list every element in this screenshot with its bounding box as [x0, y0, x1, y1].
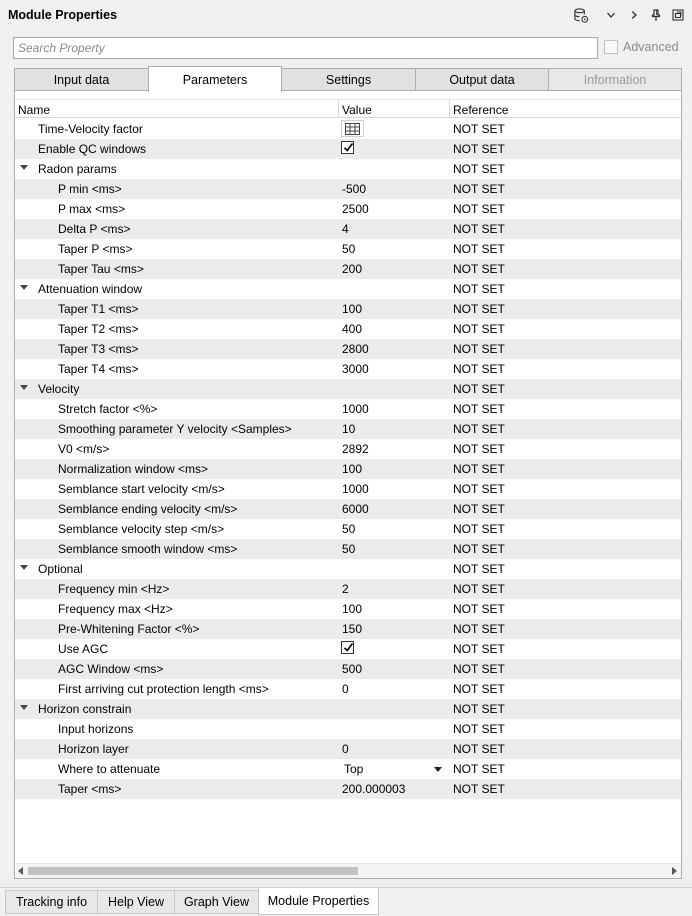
property-name: Taper T4 <ms>: [58, 362, 139, 376]
property-name: AGC Window <ms>: [58, 662, 164, 676]
tab-module-properties[interactable]: Module Properties: [258, 888, 379, 915]
scroll-right-arrow-icon[interactable]: [672, 867, 677, 875]
property-row[interactable]: [15, 419, 681, 439]
property-name: Input horizons: [58, 722, 134, 736]
value-field[interactable]: 200.000003: [342, 782, 406, 796]
property-name: Where to attenuate: [58, 762, 161, 776]
database-settings-icon[interactable]: [573, 6, 589, 24]
tab-parameters[interactable]: Parameters: [148, 66, 282, 92]
value-field[interactable]: 1000: [342, 402, 369, 416]
group-row[interactable]: [15, 279, 681, 299]
value-checkbox[interactable]: [341, 141, 354, 154]
value-field[interactable]: 1000: [342, 482, 369, 496]
reference-value[interactable]: NOT SET: [453, 462, 505, 476]
tab-input-data[interactable]: Input data: [14, 68, 149, 91]
reference-value[interactable]: NOT SET: [453, 782, 505, 796]
expand-arrow-icon[interactable]: [20, 385, 28, 390]
property-name: P min <ms>: [58, 182, 122, 196]
property-name: V0 <m/s>: [58, 442, 110, 456]
tab-tracking-info[interactable]: Tracking info: [5, 890, 98, 914]
property-name: Taper P <ms>: [58, 242, 133, 256]
property-name: Enable QC windows: [38, 142, 147, 156]
column-header-reference[interactable]: Reference: [453, 103, 509, 117]
property-name: Taper T1 <ms>: [58, 302, 139, 316]
reference-value[interactable]: NOT SET: [453, 442, 505, 456]
group-row[interactable]: [15, 159, 681, 179]
group-row[interactable]: [15, 559, 681, 579]
pin-icon[interactable]: [648, 6, 664, 24]
property-row[interactable]: [15, 199, 681, 219]
reference-value[interactable]: NOT SET: [453, 542, 505, 556]
reference-value[interactable]: NOT SET: [453, 622, 505, 636]
reference-value[interactable]: NOT SET: [453, 562, 505, 576]
scrollbar-thumb[interactable]: [28, 867, 358, 875]
parameters-panel: [14, 90, 682, 879]
property-name: Delta P <ms>: [58, 222, 131, 236]
table-icon: [345, 123, 360, 135]
property-name: Optional: [38, 562, 83, 576]
value-field[interactable]: 50: [342, 542, 356, 556]
value-field[interactable]: 2500: [342, 202, 369, 216]
property-name: Radon params: [38, 162, 117, 176]
reference-value[interactable]: NOT SET: [453, 322, 505, 336]
value-field[interactable]: 0: [342, 742, 349, 756]
value-field[interactable]: 500: [342, 662, 363, 676]
value-field[interactable]: 400: [342, 322, 363, 336]
reference-value[interactable]: NOT SET: [453, 742, 505, 756]
column-divider[interactable]: [338, 100, 339, 118]
tab-information: Information: [548, 68, 682, 91]
property-row[interactable]: [15, 139, 681, 159]
reference-value[interactable]: NOT SET: [453, 642, 505, 656]
property-row[interactable]: [15, 239, 681, 259]
tab-help-view[interactable]: Help View: [97, 890, 175, 914]
reference-value[interactable]: NOT SET: [453, 302, 505, 316]
bottom-panel-tabs: [0, 887, 692, 916]
reference-value[interactable]: NOT SET: [453, 202, 505, 216]
property-row[interactable]: [15, 619, 681, 639]
horizontal-scrollbar[interactable]: [16, 863, 681, 878]
property-name: Frequency min <Hz>: [58, 582, 170, 596]
property-name: Normalization window <ms>: [58, 462, 209, 476]
column-header-name[interactable]: Name: [18, 103, 51, 117]
property-name: Horizon layer: [58, 742, 129, 756]
property-row[interactable]: [15, 399, 681, 419]
value-field[interactable]: 10: [342, 422, 356, 436]
grid-header: [15, 99, 681, 118]
reference-value[interactable]: NOT SET: [453, 362, 505, 376]
panel-title: Module Properties: [8, 8, 118, 22]
property-row[interactable]: [15, 679, 681, 699]
value-field[interactable]: 50: [342, 522, 356, 536]
property-name: Velocity: [38, 382, 80, 396]
reference-value[interactable]: NOT SET: [453, 282, 505, 296]
value-dropdown[interactable]: Top: [344, 762, 364, 776]
group-row[interactable]: [15, 699, 681, 719]
property-row[interactable]: [15, 339, 681, 359]
expand-arrow-icon[interactable]: [20, 565, 28, 570]
property-row[interactable]: [15, 119, 681, 139]
reference-value[interactable]: NOT SET: [453, 262, 505, 276]
reference-value[interactable]: NOT SET: [453, 682, 505, 696]
property-row[interactable]: [15, 299, 681, 319]
reference-value[interactable]: NOT SET: [453, 222, 505, 236]
property-name: Horizon constrain: [38, 702, 132, 716]
value-field[interactable]: 2: [342, 582, 349, 596]
group-row[interactable]: [15, 379, 681, 399]
property-row[interactable]: [15, 359, 681, 379]
value-field[interactable]: 200: [342, 262, 363, 276]
property-name: Stretch factor <%>: [58, 402, 158, 416]
tab-graph-view[interactable]: Graph View: [174, 890, 259, 914]
restore-window-icon[interactable]: [670, 6, 686, 24]
scroll-left-arrow-icon[interactable]: [18, 867, 23, 875]
reference-value[interactable]: NOT SET: [453, 162, 505, 176]
chevron-down-icon[interactable]: [603, 6, 619, 24]
column-header-value[interactable]: Value: [342, 103, 372, 117]
value-field[interactable]: 50: [342, 242, 356, 256]
property-name: Semblance velocity step <m/s>: [58, 522, 225, 536]
reference-value[interactable]: NOT SET: [453, 602, 505, 616]
property-name: Taper T3 <ms>: [58, 342, 139, 356]
reference-value[interactable]: NOT SET: [453, 382, 505, 396]
value-field[interactable]: 100: [342, 462, 363, 476]
property-name: Pre-Whitening Factor <%>: [58, 622, 200, 636]
reference-value[interactable]: NOT SET: [453, 722, 505, 736]
reference-value[interactable]: NOT SET: [453, 522, 505, 536]
reference-value[interactable]: NOT SET: [453, 342, 505, 356]
column-divider[interactable]: [449, 100, 450, 118]
table-editor-button[interactable]: [341, 120, 364, 137]
property-name: Semblance smooth window <ms>: [58, 542, 238, 556]
value-field[interactable]: 2892: [342, 442, 369, 456]
property-name: Attenuation window: [38, 282, 143, 296]
property-name: Taper <ms>: [58, 782, 122, 796]
property-grid: [15, 119, 681, 799]
value-field[interactable]: 0: [342, 682, 349, 696]
property-row[interactable]: [15, 599, 681, 619]
property-row[interactable]: [15, 439, 681, 459]
reference-value[interactable]: NOT SET: [453, 762, 505, 776]
property-row[interactable]: [15, 539, 681, 559]
value-field[interactable]: 150: [342, 622, 363, 636]
property-row[interactable]: [15, 219, 681, 239]
value-field[interactable]: 6000: [342, 502, 369, 516]
property-name: Semblance start velocity <m/s>: [58, 482, 225, 496]
reference-value[interactable]: NOT SET: [453, 422, 505, 436]
property-name: Semblance ending velocity <m/s>: [58, 502, 238, 516]
reference-value[interactable]: NOT SET: [453, 142, 505, 156]
property-row[interactable]: [15, 579, 681, 599]
expand-arrow-icon[interactable]: [20, 285, 28, 290]
value-field[interactable]: -500: [342, 182, 367, 196]
reference-value[interactable]: NOT SET: [453, 182, 505, 196]
reference-value[interactable]: NOT SET: [453, 702, 505, 716]
property-row[interactable]: [15, 759, 681, 779]
panel-titlebar: [0, 0, 692, 30]
value-field[interactable]: 2800: [342, 342, 369, 356]
expand-arrow-icon[interactable]: [20, 705, 28, 710]
expand-arrow-icon[interactable]: [20, 165, 28, 170]
value-field[interactable]: 3000: [342, 362, 369, 376]
property-name: Frequency max <Hz>: [58, 602, 173, 616]
property-row[interactable]: [15, 499, 681, 519]
property-row[interactable]: [15, 519, 681, 539]
value-field[interactable]: 100: [342, 302, 363, 316]
reference-value[interactable]: NOT SET: [453, 402, 505, 416]
reference-value[interactable]: NOT SET: [453, 242, 505, 256]
property-row[interactable]: [15, 179, 681, 199]
property-row[interactable]: [15, 639, 681, 659]
property-name: Time-Velocity factor: [38, 122, 143, 136]
reference-value[interactable]: NOT SET: [453, 582, 505, 596]
property-name: P max <ms>: [58, 202, 126, 216]
advanced-label: Advanced: [623, 40, 679, 54]
reference-value[interactable]: NOT SET: [453, 482, 505, 496]
value-checkbox[interactable]: [341, 641, 354, 654]
value-field[interactable]: 100: [342, 602, 363, 616]
property-row[interactable]: [15, 739, 681, 759]
search-property-input[interactable]: [13, 37, 598, 59]
property-row[interactable]: [15, 459, 681, 479]
property-name: Taper Tau <ms>: [58, 262, 144, 276]
property-name: Taper T2 <ms>: [58, 322, 139, 336]
property-name: Use AGC: [58, 642, 109, 656]
property-row[interactable]: [15, 259, 681, 279]
property-row[interactable]: [15, 659, 681, 679]
property-tabs: [14, 66, 682, 91]
property-row[interactable]: [15, 479, 681, 499]
dropdown-arrow-icon[interactable]: [434, 767, 442, 772]
property-row[interactable]: [15, 319, 681, 339]
chevron-right-icon[interactable]: [626, 6, 642, 24]
tab-settings[interactable]: Settings: [281, 68, 416, 91]
reference-value[interactable]: NOT SET: [453, 122, 505, 136]
property-row[interactable]: [15, 779, 681, 799]
property-name: First arriving cut protection length <ms>: [58, 682, 269, 696]
property-row[interactable]: [15, 719, 681, 739]
reference-value[interactable]: NOT SET: [453, 502, 505, 516]
advanced-checkbox[interactable]: [604, 40, 618, 54]
property-name: Smoothing parameter Y velocity <Samples>: [58, 422, 292, 436]
reference-value[interactable]: NOT SET: [453, 662, 505, 676]
tab-output-data[interactable]: Output data: [415, 68, 549, 91]
value-field[interactable]: 4: [342, 222, 349, 236]
